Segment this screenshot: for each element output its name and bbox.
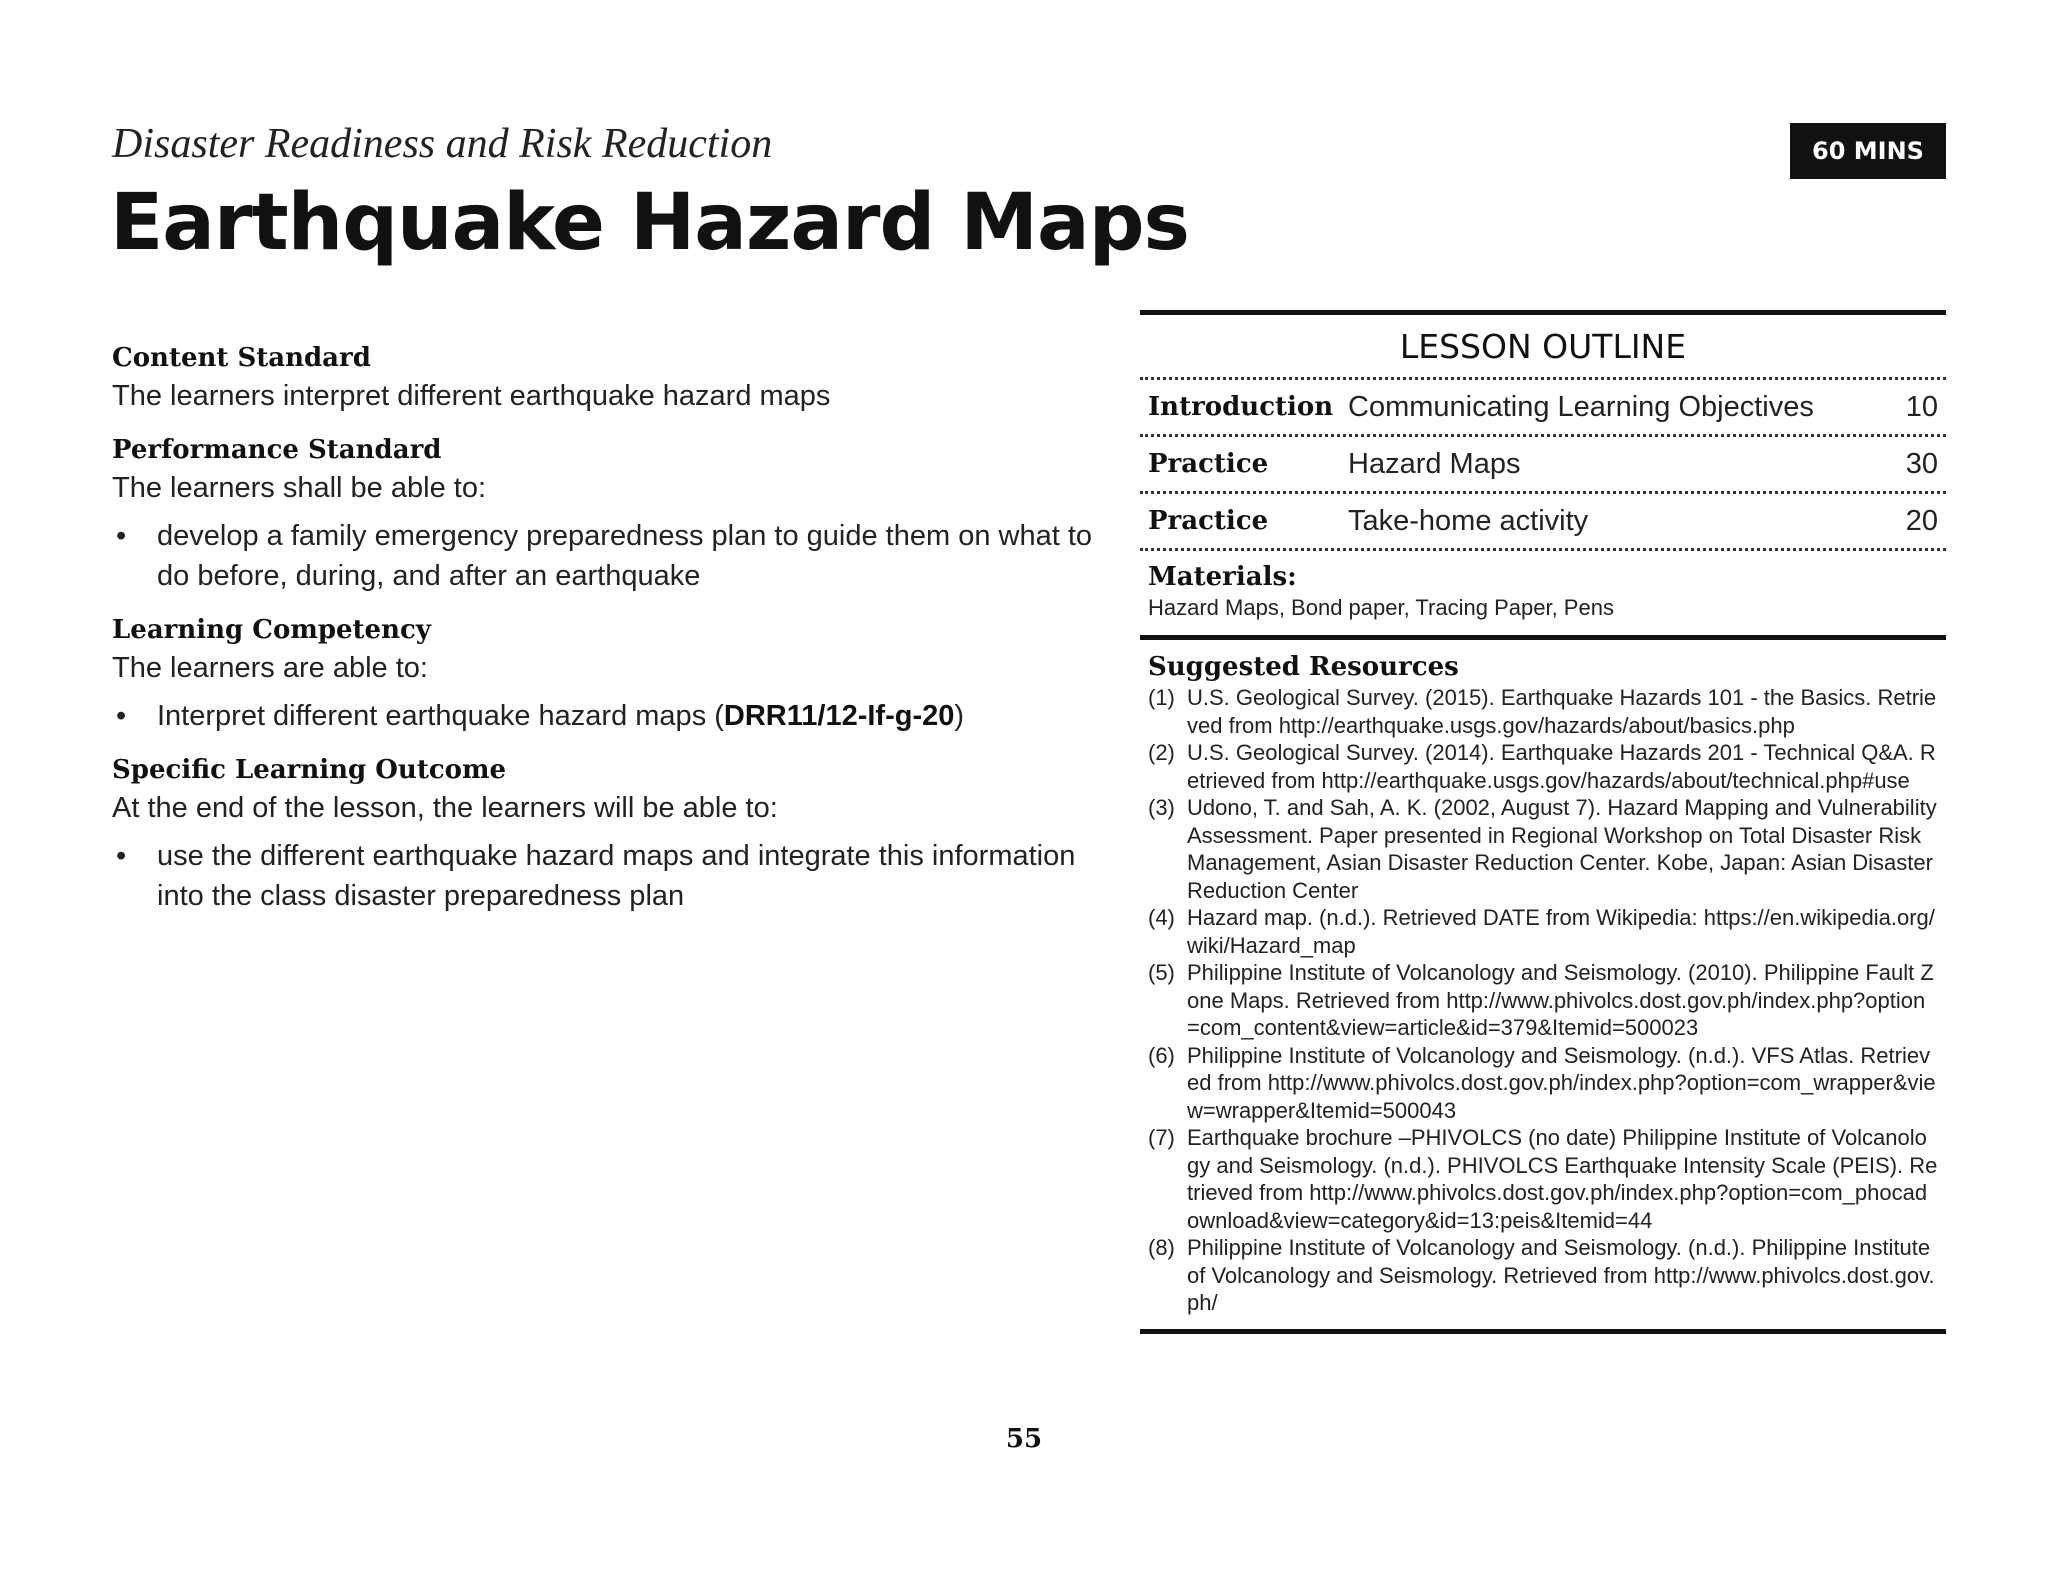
page-number: 55 <box>1005 1424 1043 1454</box>
list-item <box>1148 739 1938 794</box>
reference-text: Philippine Institute of Volcanology and Seismology. (n.d.). Philippine Institute of Volcanology and Seismology. Retrieved from http://www.phivolcs.dost.gov.ph/ <box>1187 1235 1935 1315</box>
lesson-outline-title: LESSON OUTLINE <box>1399 326 1687 366</box>
reference-text: Philippine Institute of Volcanology and Seismology. (2010). Philippine Fault Zone Maps. Retrieved from http://www.phivolcs.dost.gov.ph/index.php?option=com_content&view=article&id=379&Itemid=500023 <box>1187 960 1934 1040</box>
list-item <box>1148 1042 1938 1125</box>
bullet-icon: • <box>116 520 127 552</box>
bullet-text: use the different earthquake hazard maps and integrate this information into the class disaster preparedness plan <box>157 840 1076 912</box>
materials-section <box>1140 551 1946 635</box>
materials-heading: Materials: <box>1148 562 1297 592</box>
reference-text: Udono, T. and Sah, A. K. (2002, August 7). Hazard Mapping and Vulnerability Assessment. Paper presented in Regional Workshop on Total Disaster Risk Management, Asian Disaster Reduction Center. Kobe, Japan: Asian Disaster Reduction Center <box>1187 795 1937 903</box>
outline-activity: Communicating Learning Objectives <box>1348 390 1814 423</box>
bullet-close: ) <box>954 700 965 732</box>
outline-phase: Practice <box>1148 449 1269 479</box>
list-item <box>1148 794 1938 904</box>
learning-competency-intro: The learners are able to: <box>112 652 428 684</box>
suggested-resources <box>1140 640 1946 1329</box>
divider <box>1140 1329 1946 1334</box>
reference-number: (3) <box>1148 795 1175 820</box>
outline-row <box>1140 494 1946 548</box>
duration-badge: 60 MINS <box>1790 123 1946 179</box>
specific-outcome-heading: Specific Learning Outcome <box>112 755 507 785</box>
learning-standards <box>112 340 1112 916</box>
outline-phase: Introduction <box>1148 392 1334 422</box>
reference-text: Earthquake brochure –PHIVOLCS (no date) Philippine Institute of Volcanology and Seismology. (n.d.). PHIVOLCS Earthquake Intensity Scale (PEIS). Retrieved from http://www.phivolcs.dost.gov.ph/index.php?option=com_phocadownload&view=category&id=13:peis&Itemid=44 <box>1187 1125 1938 1233</box>
performance-standard-heading: Performance Standard <box>112 435 442 465</box>
reference-text: Philippine Institute of Volcanology and Seismology. (n.d.). VFS Atlas. Retrieved from http://www.phivolcs.dost.gov.ph/index.php?option=com_wrapper&view=wrapper&Itemid=500043 <box>1187 1042 1936 1123</box>
list-item <box>112 516 1112 596</box>
reference-text: Hazard map. (n.d.). Retrieved DATE from Wikipedia: https://en.wikipedia.org/wiki/Hazard_map <box>1187 905 1935 958</box>
outline-row <box>1140 437 1946 491</box>
list-item <box>112 836 1112 916</box>
outline-activity: Hazard Maps <box>1348 447 1521 480</box>
list-item <box>1148 904 1938 959</box>
competency-code: DRR11/12-If-g-20 <box>723 700 955 732</box>
bullet-icon: • <box>116 700 127 732</box>
reference-number: (7) <box>1148 1125 1175 1150</box>
outline-activity: Take-home activity <box>1348 504 1589 537</box>
specific-outcome-intro: At the end of the lesson, the learners will be able to: <box>112 792 778 824</box>
reference-number: (2) <box>1148 740 1175 765</box>
reference-text: U.S. Geological Survey. (2014). Earthquake Hazards 201 - Technical Q&A. Retrieved from http://earthquake.usgs.gov/hazards/about/technical.php#use <box>1187 740 1936 793</box>
reference-number: (4) <box>1148 905 1175 930</box>
outline-minutes: 20 <box>1905 504 1938 537</box>
list-item <box>112 696 1112 736</box>
list-item <box>1148 959 1938 1042</box>
outline-phase: Practice <box>1148 506 1269 536</box>
list-item <box>1148 684 1938 739</box>
content-standard-text: The learners interpret different earthquake hazard maps <box>112 380 831 412</box>
materials-text: Hazard Maps, Bond paper, Tracing Paper, Pens <box>1148 595 1614 620</box>
bullet-text: Interpret different earthquake hazard maps ( <box>157 700 724 732</box>
lesson-outline-box <box>1140 310 1946 1334</box>
subject-title: Disaster Readiness and Risk Reduction <box>112 121 773 167</box>
outline-row <box>1140 380 1946 434</box>
reference-number: (6) <box>1148 1042 1175 1068</box>
outline-minutes: 10 <box>1905 390 1938 423</box>
bullet-icon: • <box>116 840 127 872</box>
reference-number: (5) <box>1148 960 1175 985</box>
list-item <box>1148 1234 1938 1317</box>
reference-number: (1) <box>1148 685 1175 710</box>
resources-heading: Suggested Resources <box>1148 652 1459 682</box>
reference-text: U.S. Geological Survey. (2015). Earthquake Hazards 101 - the Basics. Retrieved from http://earthquake.usgs.gov/hazards/about/basics.php <box>1187 685 1937 738</box>
reference-number: (8) <box>1148 1235 1175 1260</box>
list-item <box>1148 1124 1938 1234</box>
bullet-text: develop a family emergency preparedness plan to guide them on what to do before, during, and after an earthquake <box>157 520 1093 592</box>
content-standard-heading: Content Standard <box>112 343 371 373</box>
outline-minutes: 30 <box>1905 447 1938 480</box>
page-title: Earthquake Hazard Maps <box>110 178 1189 268</box>
performance-standard-intro: The learners shall be able to: <box>112 472 486 504</box>
learning-competency-heading: Learning Competency <box>112 615 431 645</box>
